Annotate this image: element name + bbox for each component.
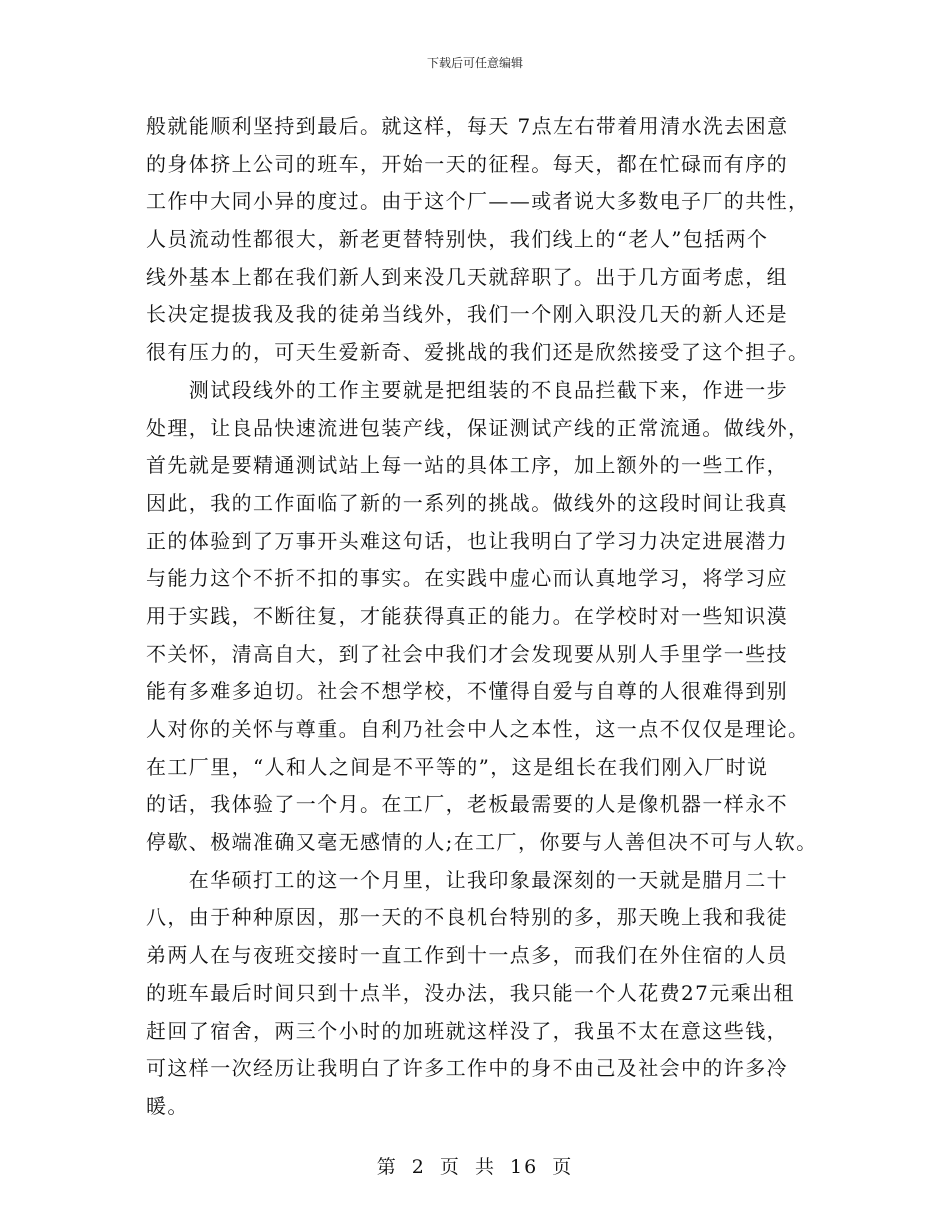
page-footer [0, 1152, 950, 1179]
body-line-16: 能有多难多迫切。社会不想学校，不懂得自爱与自尊的人很难得到别 [146, 679, 788, 704]
body-line-27: 暖。 [146, 1093, 189, 1118]
body-line-2: 的身体挤上公司的班车，开始一天的征程。每天，都在忙碌而有序的 [146, 151, 788, 176]
body-line-13: 与能力这个不折不扣的事实。在实践中虚心而认真地学习，将学习应 [146, 566, 788, 591]
body-line-18: 在工厂里，“人和人之间是不平等的”，这是组长在我们刚入厂时说 [146, 754, 769, 779]
footer-total-word: 共 [474, 1156, 496, 1178]
body-line-1: 般就能顺利坚持到最后。就这样，每天 7点左右带着用清水洗去困意 [146, 114, 789, 138]
footer-prefix: 第 [376, 1156, 398, 1178]
body-line-24: 的班车最后时间只到十点半，没办法，我只能一个人花费27元乘出租 [146, 980, 795, 1005]
body-line-3: 工作中大同小异的度过。由于这个厂——或者说大多数电子厂的共性， [146, 189, 810, 214]
body-line-15: 不关怀，清高自大，到了社会中我们才会发现要从别人手里学一些技 [146, 641, 788, 666]
body-line-22: 八，由于种种原因，那一天的不良机台特别的多，那天晚上我和我徒 [146, 905, 788, 930]
body-line-4: 人员流动性都很大，新老更替特别快，我们线上的“老人”包括两个 [146, 227, 769, 252]
body-line-19: 的话，我体验了一个月。在工厂，老板最需要的人是像机器一样永不 [146, 792, 788, 817]
body-line-26: 可这样一次经历让我明白了许多工作中的身不由己及社会中的许多冷 [146, 1056, 788, 1081]
body-line-21: 在华硕打工的这一个月里，让我印象最深刻的一天就是腊月二十 [146, 867, 788, 892]
body-line-5: 线外基本上都在我们新人到来没几天就辞职了。出于几方面考虑，组 [146, 264, 788, 289]
body-line-9: 处理，让良品快速流进包装产线，保证测试产线的正常流通。做线外， [146, 415, 810, 440]
footer-page-word: 页 [439, 1156, 461, 1178]
body-line-10: 首先就是要精通测试站上每一站的具体工序，加上额外的一些工作， [146, 453, 788, 478]
footer-suffix: 页 [552, 1156, 574, 1178]
body-line-20: 停歇、极端准确又毫无感情的人;在工厂，你要与人善但决不可与人软。 [146, 830, 818, 855]
body-line-7: 很有压力的，可天生爱新奇、爱挑战的我们还是欣然接受了这个担子。 [146, 340, 810, 365]
body-line-8: 测试段线外的工作主要就是把组装的不良品拦截下来，作进一步 [146, 377, 788, 402]
body-line-23: 弟两人在与夜班交接时一直工作到十一点多，而我们在外住宿的人员 [146, 943, 788, 968]
body-line-11: 因此，我的工作面临了新的一系列的挑战。做线外的这段时间让我真 [146, 490, 788, 515]
page-header: 下载后可任意编辑 [426, 56, 523, 70]
document-body [146, 108, 826, 1126]
total-page-count: 16 [510, 1156, 539, 1178]
current-page-number: 2 [411, 1156, 426, 1178]
body-line-25: 赶回了宿舍，两三个小时的加班就这样没了，我虽不太在意这些钱， [146, 1018, 788, 1043]
body-line-6: 长决定提拔我及我的徒弟当线外，我们一个刚入职没几天的新人还是 [146, 302, 788, 327]
body-line-14: 用于实践，不断往复，才能获得真正的能力。在学校时对一些知识漠 [146, 603, 788, 628]
body-line-17: 人对你的关怀与尊重。自利乃社会中人之本性，这一点不仅仅是理论。 [146, 717, 810, 741]
body-line-12: 正的体验到了万事开头难这句话，也让我明白了学习力决定进展潜力 [146, 528, 788, 553]
